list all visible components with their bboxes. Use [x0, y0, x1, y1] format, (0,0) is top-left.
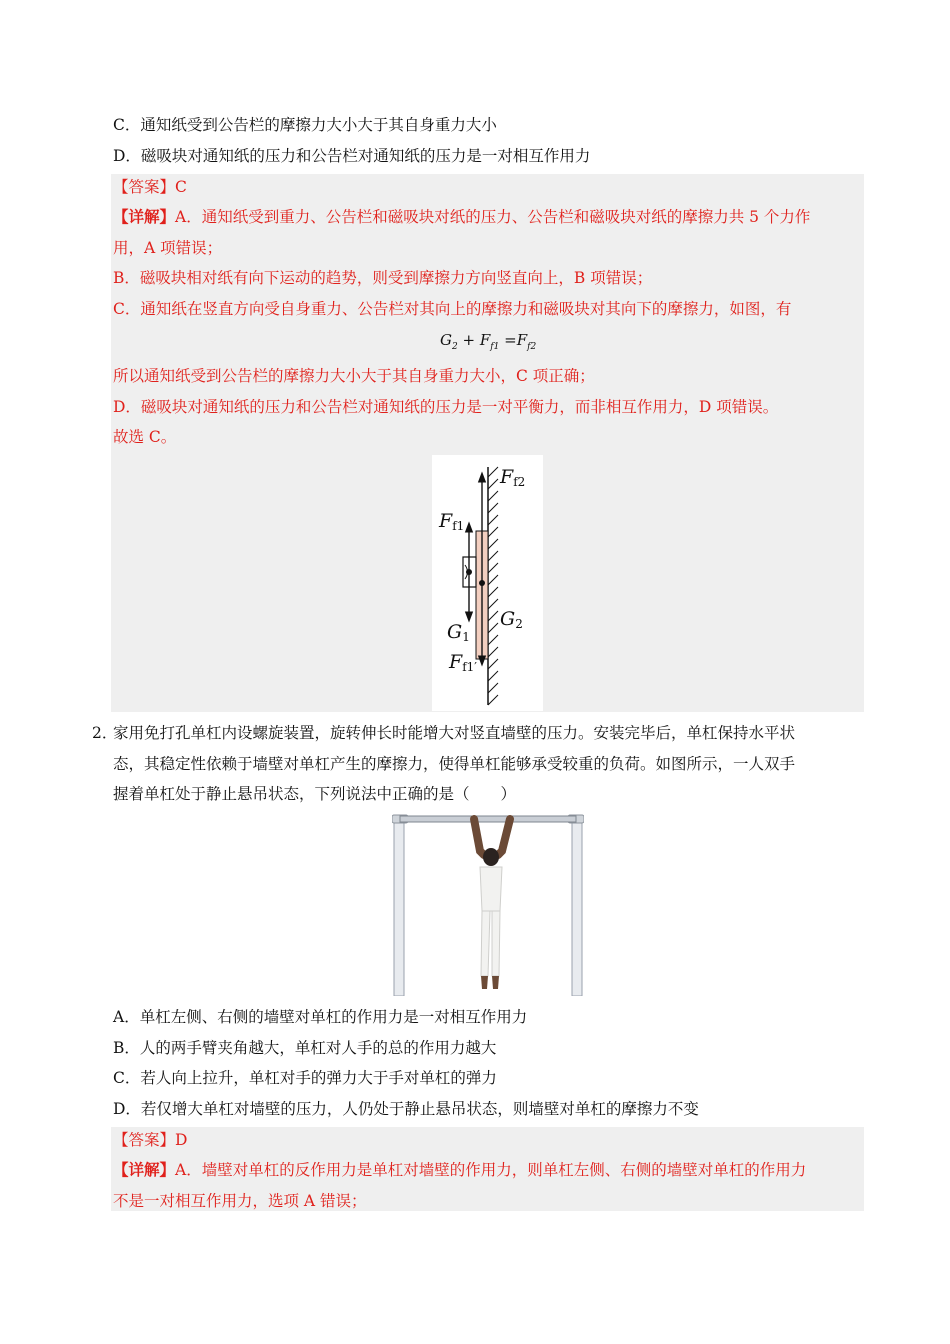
paper-dot	[479, 580, 485, 586]
q1-analysis-c-conclusion: 所以通知纸受到公告栏的摩擦力大小大于其自身重力大小，C 项正确；	[113, 367, 595, 385]
pull-up-figure	[392, 811, 584, 996]
left-leg	[481, 911, 490, 976]
right-foot	[492, 976, 499, 989]
eq-g: G	[440, 331, 452, 349]
svg-text:Ff1	[438, 510, 464, 533]
force-diagram	[432, 455, 543, 711]
right-arm	[498, 819, 510, 855]
eq-f1: F	[479, 331, 491, 349]
label-g1: G	[447, 621, 463, 643]
eq-f2: F	[516, 331, 528, 349]
eq-g-sub: 2	[451, 342, 458, 352]
q2-option-c: C．若人向上拉升，单杠对手的弹力大于手对单杠的弹力	[113, 1069, 497, 1087]
label-ff1-prime-sub: f1′	[462, 660, 477, 674]
q2-analysis-a-line2: 不是一对相互作用力，选项 A 错误；	[113, 1192, 367, 1210]
q1-analysis-a-text: A．通知纸受到重力、公告栏和磁吸块对纸的压力、公告栏和磁吸块对纸的摩擦力共 5 个力作	[175, 208, 811, 226]
q2-option-d: D．若仅增大单杠对墙壁的压力，人仍处于静止悬吊状态，则墙壁对单杠的摩擦力不变	[113, 1100, 699, 1118]
q2-analysis-label: 【详解】	[113, 1160, 176, 1179]
q2-option-a: A．单杠左侧、右侧的墙壁对单杠的作用力是一对相互作用力	[113, 1008, 528, 1026]
q2-analysis-a-text: A．墙壁对单杠的反作用力是单杠对墙壁的作用力，则单杠左侧、右侧的墙壁对单杠的作用力	[175, 1161, 807, 1179]
left-post	[394, 819, 404, 996]
q1-analysis-b: B．磁吸块相对纸有向下运动的趋势，则受到摩擦力方向竖直向上，B 项错误；	[113, 269, 653, 287]
q1-analysis-d: D．磁吸块对通知纸的压力和公告栏对通知纸的压力是一对平衡力，而非相互作用力，D 项错误。	[113, 398, 779, 416]
label-ff2-sub: f2	[513, 475, 526, 489]
right-leg	[492, 911, 500, 976]
eq-equals: =	[504, 331, 517, 349]
left-arm	[474, 819, 484, 855]
q1-analysis-c: C．通知纸在竖直方向受自身重力、公告栏对其向上的摩擦力和磁吸块对其向下的摩擦力，如图，有	[113, 300, 792, 318]
q2-answer: 【答案】D	[113, 1131, 188, 1149]
label-g2: G	[500, 608, 516, 630]
q1-conclusion: 故选 C。	[113, 428, 177, 446]
right-post	[572, 819, 582, 996]
q2-analysis-a-line1	[113, 1159, 806, 1181]
magnet-dot	[466, 569, 472, 575]
q2-number: 2．	[92, 724, 118, 742]
q1-analysis-label: 【详解】	[113, 207, 176, 226]
q2-stem-line1: 家用免打孔单杠内设螺旋装置，旋转伸长时能增大对竖直墙壁的压力。安装完毕后，单杠保持水平状	[113, 724, 796, 742]
wall-hatching	[488, 467, 498, 705]
torso	[480, 867, 502, 911]
force-diagram-svg	[432, 455, 543, 711]
q2-stem-line3: 握着单杠处于静止悬吊状态，下列说法中正确的是（ ）	[113, 785, 517, 803]
q1-option-d: D．磁吸块对通知纸的压力和公告栏对通知纸的压力是一对相互作用力	[113, 147, 591, 165]
q1-equation	[440, 329, 536, 358]
label-ff1: F	[439, 510, 453, 532]
label-g1-sub: 1	[462, 630, 470, 644]
svg-text:Ff1′	[448, 651, 477, 674]
label-ff1-prime: F	[449, 651, 463, 673]
label-g2-sub: 2	[515, 617, 523, 631]
svg-text:Ff2	[499, 466, 525, 489]
bar	[400, 816, 576, 822]
q1-analysis-a-line1	[113, 206, 810, 228]
q2-stem-line2: 态，其稳定性依赖于墙壁对单杠产生的摩擦力，使得单杠能够承受较重的负荷。如图所示，一人双手	[113, 755, 796, 773]
q1-analysis-a-line2: 用，A 项错误；	[113, 239, 223, 257]
left-foot	[481, 976, 488, 989]
svg-text:G2	[500, 608, 523, 631]
q1-option-c: C．通知纸受到公告栏的摩擦力大小大于其自身重力大小	[113, 116, 497, 134]
eq-f2-sub: f2	[527, 342, 537, 352]
label-ff2: F	[500, 466, 514, 488]
eq-plus: +	[462, 331, 476, 349]
label-ff1-sub: f1	[452, 519, 465, 533]
eq-f1-sub: f1	[490, 342, 500, 352]
q2-option-b: B．人的两手臂夹角越大，单杠对人手的总的作用力越大	[113, 1039, 497, 1057]
q1-answer: 【答案】C	[113, 178, 187, 196]
svg-text:G1	[447, 621, 470, 644]
head	[483, 848, 499, 866]
pull-up-svg	[392, 811, 584, 996]
